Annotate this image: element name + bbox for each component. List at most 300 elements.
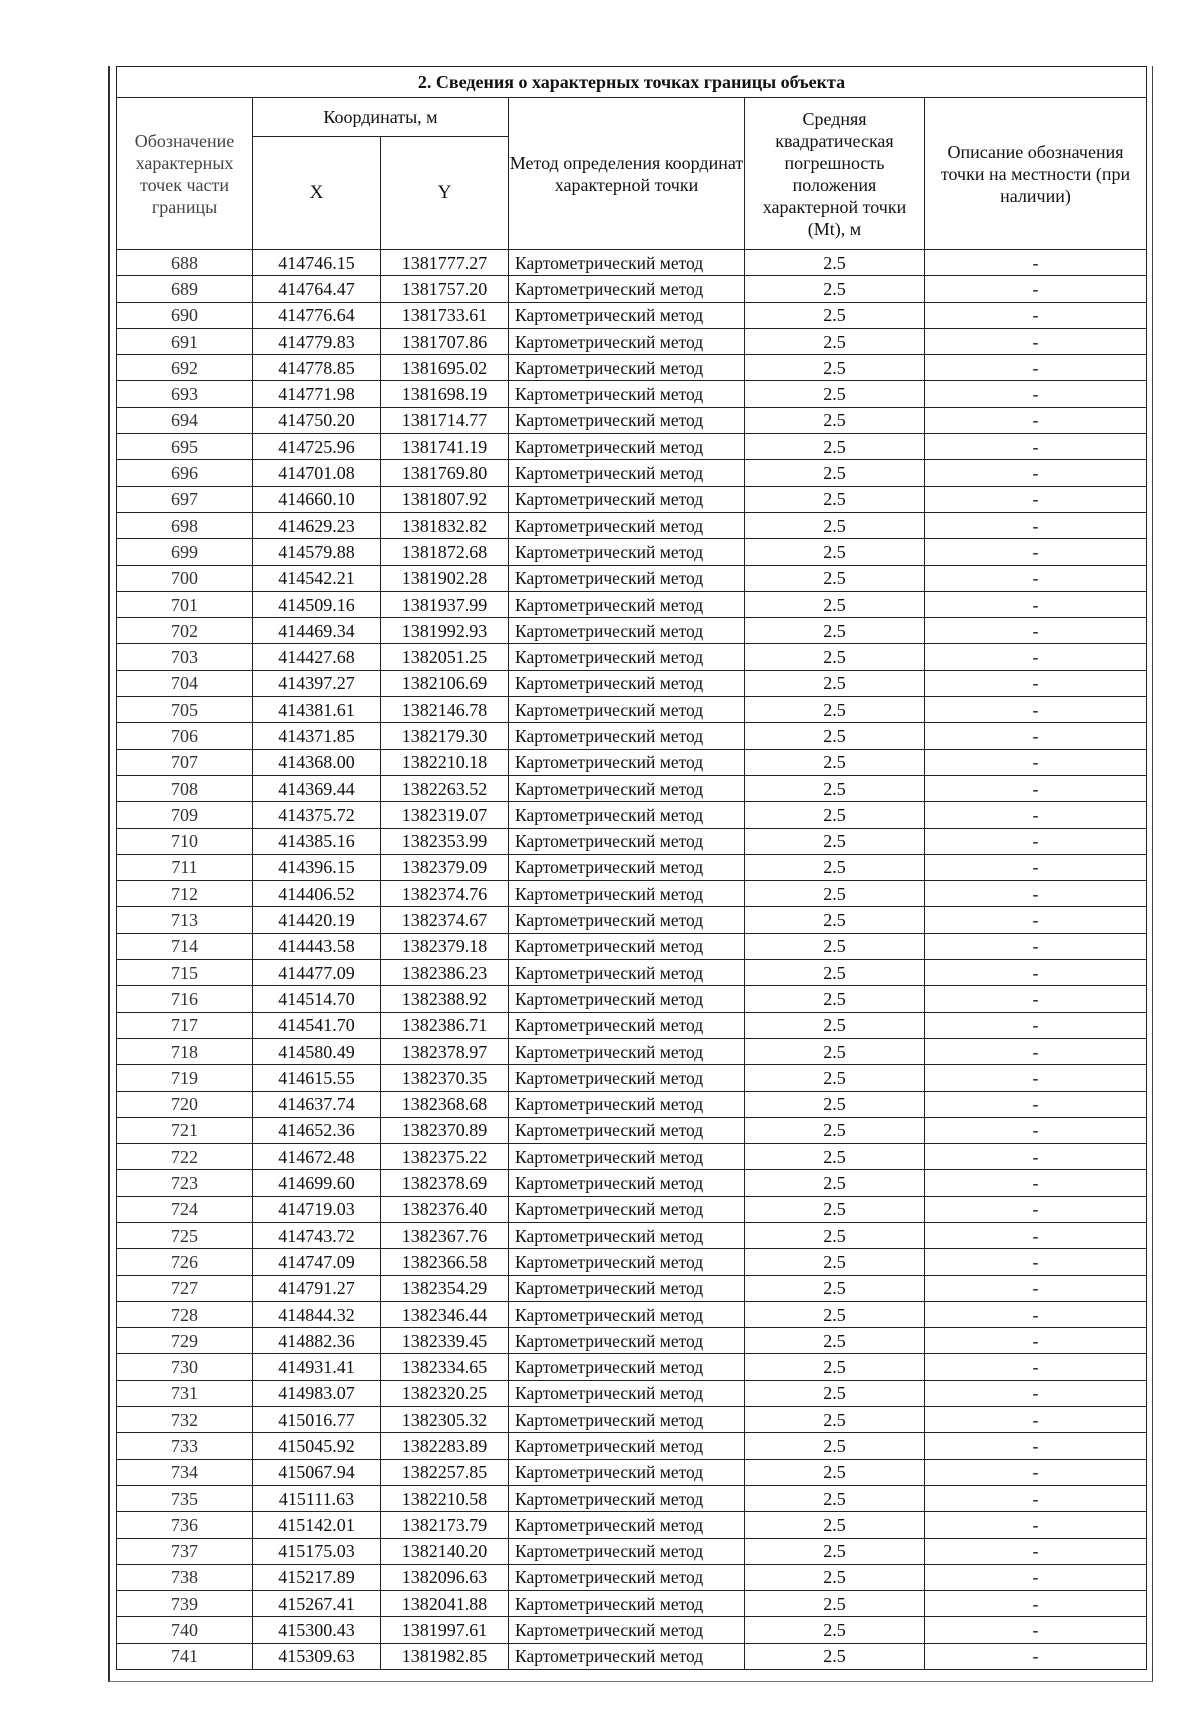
accuracy-cell: 2.5 (745, 749, 925, 775)
accuracy-cell: 2.5 (745, 697, 925, 723)
x-coordinate-cell: 414764.47 (253, 276, 381, 302)
accuracy-cell: 2.5 (745, 1328, 925, 1354)
x-coordinate-cell: 415309.63 (253, 1643, 381, 1669)
x-coordinate-cell: 414542.21 (253, 565, 381, 591)
y-coordinate-cell: 1382388.92 (381, 986, 509, 1012)
x-coordinate-cell: 414750.20 (253, 407, 381, 433)
x-coordinate-cell: 414381.61 (253, 697, 381, 723)
accuracy-cell: 2.5 (745, 355, 925, 381)
point-id-cell: 741 (117, 1643, 253, 1669)
point-id-cell: 704 (117, 670, 253, 696)
y-coordinate-cell: 1382374.67 (381, 907, 509, 933)
y-coordinate-cell: 1381714.77 (381, 407, 509, 433)
table-row (117, 276, 1147, 302)
accuracy-cell: 2.5 (745, 1485, 925, 1511)
y-coordinate-cell: 1382210.58 (381, 1485, 509, 1511)
point-id-cell: 693 (117, 381, 253, 407)
x-coordinate-cell: 414509.16 (253, 591, 381, 617)
method-cell: Картометрический метод (509, 1328, 745, 1354)
accuracy-cell: 2.5 (745, 1275, 925, 1301)
method-cell: Картометрический метод (509, 854, 745, 880)
description-cell: - (925, 1301, 1147, 1327)
description-cell: - (925, 960, 1147, 986)
x-coordinate-cell: 414629.23 (253, 512, 381, 538)
table-row (117, 1144, 1147, 1170)
method-cell: Картометрический метод (509, 276, 745, 302)
accuracy-cell: 2.5 (745, 302, 925, 328)
table-row (117, 1512, 1147, 1538)
method-cell: Картометрический метод (509, 1485, 745, 1511)
point-id-cell: 723 (117, 1170, 253, 1196)
y-coordinate-cell: 1382210.18 (381, 749, 509, 775)
accuracy-cell: 2.5 (745, 1012, 925, 1038)
point-id-cell: 719 (117, 1065, 253, 1091)
table-row (117, 775, 1147, 801)
accuracy-cell: 2.5 (745, 381, 925, 407)
y-coordinate-cell: 1382386.23 (381, 960, 509, 986)
description-cell: - (925, 1512, 1147, 1538)
accuracy-cell: 2.5 (745, 644, 925, 670)
x-coordinate-cell: 414420.19 (253, 907, 381, 933)
description-cell: - (925, 1170, 1147, 1196)
table-row (117, 1459, 1147, 1485)
accuracy-cell: 2.5 (745, 670, 925, 696)
point-id-cell: 717 (117, 1012, 253, 1038)
x-coordinate-cell: 414477.09 (253, 960, 381, 986)
accuracy-cell: 2.5 (745, 1643, 925, 1669)
table-row (117, 1485, 1147, 1511)
point-id-cell: 720 (117, 1091, 253, 1117)
accuracy-cell: 2.5 (745, 565, 925, 591)
accuracy-cell: 2.5 (745, 1433, 925, 1459)
description-cell: - (925, 1407, 1147, 1433)
accuracy-cell: 2.5 (745, 828, 925, 854)
y-coordinate-cell: 1382140.20 (381, 1538, 509, 1564)
y-coordinate-cell: 1382339.45 (381, 1328, 509, 1354)
description-cell: - (925, 328, 1147, 354)
method-cell: Картометрический метод (509, 1591, 745, 1617)
description-cell: - (925, 1328, 1147, 1354)
point-id-cell: 716 (117, 986, 253, 1012)
x-coordinate-cell: 414580.49 (253, 1038, 381, 1064)
method-cell: Картометрический метод (509, 486, 745, 512)
table-row (117, 986, 1147, 1012)
y-coordinate-cell: 1382096.63 (381, 1564, 509, 1590)
point-id-cell: 692 (117, 355, 253, 381)
method-cell: Картометрический метод (509, 1538, 745, 1564)
x-coordinate-cell: 414541.70 (253, 1012, 381, 1038)
y-coordinate-cell: 1381807.92 (381, 486, 509, 512)
y-coordinate-cell: 1381832.82 (381, 512, 509, 538)
table-row (117, 1275, 1147, 1301)
y-coordinate-cell: 1382370.35 (381, 1065, 509, 1091)
x-coordinate-cell: 414983.07 (253, 1380, 381, 1406)
x-coordinate-cell: 414771.98 (253, 381, 381, 407)
point-id-cell: 696 (117, 460, 253, 486)
description-cell: - (925, 1538, 1147, 1564)
point-id-cell: 706 (117, 723, 253, 749)
point-id-cell: 718 (117, 1038, 253, 1064)
y-coordinate-cell: 1381769.80 (381, 460, 509, 486)
accuracy-cell: 2.5 (745, 1117, 925, 1143)
method-cell: Картометрический метод (509, 565, 745, 591)
method-cell: Картометрический метод (509, 512, 745, 538)
accuracy-cell: 2.5 (745, 460, 925, 486)
point-id-cell: 726 (117, 1249, 253, 1275)
x-coordinate-cell: 414882.36 (253, 1328, 381, 1354)
point-id-cell: 730 (117, 1354, 253, 1380)
x-coordinate-cell: 414660.10 (253, 486, 381, 512)
x-coordinate-cell: 414406.52 (253, 881, 381, 907)
point-id-cell: 710 (117, 828, 253, 854)
table-row (117, 1065, 1147, 1091)
table-row (117, 460, 1147, 486)
point-id-cell: 715 (117, 960, 253, 986)
description-cell: - (925, 1459, 1147, 1485)
description-cell: - (925, 407, 1147, 433)
description-cell: - (925, 854, 1147, 880)
accuracy-cell: 2.5 (745, 539, 925, 565)
accuracy-cell: 2.5 (745, 512, 925, 538)
y-coordinate-cell: 1382378.69 (381, 1170, 509, 1196)
point-id-cell: 694 (117, 407, 253, 433)
x-coordinate-cell: 414579.88 (253, 539, 381, 565)
description-cell: - (925, 512, 1147, 538)
y-coordinate-cell: 1382386.71 (381, 1012, 509, 1038)
y-coordinate-cell: 1381992.93 (381, 618, 509, 644)
method-cell: Картометрический метод (509, 986, 745, 1012)
accuracy-cell: 2.5 (745, 907, 925, 933)
accuracy-cell: 2.5 (745, 854, 925, 880)
table-row (117, 802, 1147, 828)
description-cell: - (925, 749, 1147, 775)
table-row (117, 960, 1147, 986)
table-row (117, 933, 1147, 959)
y-coordinate-cell: 1381707.86 (381, 328, 509, 354)
description-cell: - (925, 276, 1147, 302)
table-row (117, 1170, 1147, 1196)
accuracy-cell: 2.5 (745, 1591, 925, 1617)
method-cell: Картометрический метод (509, 802, 745, 828)
method-cell: Картометрический метод (509, 933, 745, 959)
accuracy-cell: 2.5 (745, 1407, 925, 1433)
accuracy-cell: 2.5 (745, 775, 925, 801)
x-coordinate-cell: 414778.85 (253, 355, 381, 381)
accuracy-cell: 2.5 (745, 1564, 925, 1590)
x-coordinate-cell: 414375.72 (253, 802, 381, 828)
y-coordinate-cell: 1382319.07 (381, 802, 509, 828)
header-accuracy: Средняя квадратическая погрешность положения характерной точки (Mt), м (745, 98, 925, 250)
point-id-cell: 722 (117, 1144, 253, 1170)
x-coordinate-cell: 414637.74 (253, 1091, 381, 1117)
description-cell: - (925, 618, 1147, 644)
point-id-cell: 724 (117, 1196, 253, 1222)
description-cell: - (925, 1091, 1147, 1117)
x-coordinate-cell: 414652.36 (253, 1117, 381, 1143)
y-coordinate-cell: 1381741.19 (381, 434, 509, 460)
description-cell: - (925, 1249, 1147, 1275)
x-coordinate-cell: 414791.27 (253, 1275, 381, 1301)
point-id-cell: 736 (117, 1512, 253, 1538)
point-id-cell: 721 (117, 1117, 253, 1143)
point-id-cell: 688 (117, 250, 253, 276)
description-cell: - (925, 802, 1147, 828)
method-cell: Картометрический метод (509, 591, 745, 617)
description-cell: - (925, 1065, 1147, 1091)
table-row (117, 1196, 1147, 1222)
y-coordinate-cell: 1381982.85 (381, 1643, 509, 1669)
point-id-cell: 738 (117, 1564, 253, 1590)
table-row (117, 486, 1147, 512)
y-coordinate-cell: 1382334.65 (381, 1354, 509, 1380)
x-coordinate-cell: 414746.15 (253, 250, 381, 276)
accuracy-cell: 2.5 (745, 723, 925, 749)
table-row (117, 1117, 1147, 1143)
description-cell: - (925, 1380, 1147, 1406)
x-coordinate-cell: 415217.89 (253, 1564, 381, 1590)
point-id-cell: 739 (117, 1591, 253, 1617)
method-cell: Картометрический метод (509, 434, 745, 460)
y-coordinate-cell: 1382051.25 (381, 644, 509, 670)
table-row (117, 749, 1147, 775)
y-coordinate-cell: 1381937.99 (381, 591, 509, 617)
accuracy-cell: 2.5 (745, 1512, 925, 1538)
description-cell: - (925, 486, 1147, 512)
point-id-cell: 735 (117, 1485, 253, 1511)
description-cell: - (925, 1275, 1147, 1301)
accuracy-cell: 2.5 (745, 1091, 925, 1117)
accuracy-cell: 2.5 (745, 1038, 925, 1064)
accuracy-cell: 2.5 (745, 1249, 925, 1275)
description-cell: - (925, 434, 1147, 460)
x-coordinate-cell: 414514.70 (253, 986, 381, 1012)
y-coordinate-cell: 1382366.58 (381, 1249, 509, 1275)
x-coordinate-cell: 414369.44 (253, 775, 381, 801)
point-id-cell: 737 (117, 1538, 253, 1564)
x-coordinate-cell: 414699.60 (253, 1170, 381, 1196)
y-coordinate-cell: 1381733.61 (381, 302, 509, 328)
method-cell: Картометрический метод (509, 1354, 745, 1380)
y-coordinate-cell: 1381997.61 (381, 1617, 509, 1643)
x-coordinate-cell: 415067.94 (253, 1459, 381, 1485)
x-coordinate-cell: 414385.16 (253, 828, 381, 854)
method-cell: Картометрический метод (509, 881, 745, 907)
y-coordinate-cell: 1382320.25 (381, 1380, 509, 1406)
method-cell: Картометрический метод (509, 355, 745, 381)
point-id-cell: 725 (117, 1222, 253, 1248)
point-id-cell: 707 (117, 749, 253, 775)
x-coordinate-cell: 414776.64 (253, 302, 381, 328)
description-cell: - (925, 381, 1147, 407)
x-coordinate-cell: 414747.09 (253, 1249, 381, 1275)
point-id-cell: 695 (117, 434, 253, 460)
description-cell: - (925, 1643, 1147, 1669)
x-coordinate-cell: 414719.03 (253, 1196, 381, 1222)
header-description: Описание обозначения точки на местности (при наличии) (925, 98, 1147, 250)
x-coordinate-cell: 414469.34 (253, 618, 381, 644)
point-id-cell: 691 (117, 328, 253, 354)
method-cell: Картометрический метод (509, 407, 745, 433)
table-row (117, 1012, 1147, 1038)
point-id-cell: 700 (117, 565, 253, 591)
header-y: Y (381, 137, 509, 250)
description-cell: - (925, 1591, 1147, 1617)
description-cell: - (925, 539, 1147, 565)
method-cell: Картометрический метод (509, 1380, 745, 1406)
y-coordinate-cell: 1382173.79 (381, 1512, 509, 1538)
x-coordinate-cell: 415111.63 (253, 1485, 381, 1511)
method-cell: Картометрический метод (509, 1407, 745, 1433)
x-coordinate-cell: 415267.41 (253, 1591, 381, 1617)
characteristic-points-table (116, 66, 1147, 1670)
table-row (117, 697, 1147, 723)
y-coordinate-cell: 1382368.68 (381, 1091, 509, 1117)
description-cell: - (925, 565, 1147, 591)
table-row (117, 854, 1147, 880)
method-cell: Картометрический метод (509, 1091, 745, 1117)
table-row (117, 907, 1147, 933)
header-method: Метод определения координат характерной точки (509, 98, 745, 250)
description-cell: - (925, 1354, 1147, 1380)
y-coordinate-cell: 1381757.20 (381, 276, 509, 302)
y-coordinate-cell: 1382376.40 (381, 1196, 509, 1222)
accuracy-cell: 2.5 (745, 1459, 925, 1485)
point-id-cell: 703 (117, 644, 253, 670)
x-coordinate-cell: 414743.72 (253, 1222, 381, 1248)
accuracy-cell: 2.5 (745, 434, 925, 460)
table-row (117, 1301, 1147, 1327)
method-cell: Картометрический метод (509, 1275, 745, 1301)
x-coordinate-cell: 414725.96 (253, 434, 381, 460)
description-cell: - (925, 881, 1147, 907)
x-coordinate-cell: 414672.48 (253, 1144, 381, 1170)
method-cell: Картометрический метод (509, 1222, 745, 1248)
accuracy-cell: 2.5 (745, 591, 925, 617)
method-cell: Картометрический метод (509, 460, 745, 486)
description-cell: - (925, 933, 1147, 959)
point-id-cell: 713 (117, 907, 253, 933)
description-cell: - (925, 591, 1147, 617)
table-row (117, 381, 1147, 407)
point-id-cell: 734 (117, 1459, 253, 1485)
x-coordinate-cell: 415016.77 (253, 1407, 381, 1433)
description-cell: - (925, 1222, 1147, 1248)
x-coordinate-cell: 414397.27 (253, 670, 381, 696)
method-cell: Картометрический метод (509, 250, 745, 276)
table-row (117, 565, 1147, 591)
header-point-id: Обозначение характерных точек части границы (117, 98, 253, 250)
y-coordinate-cell: 1382346.44 (381, 1301, 509, 1327)
table-row (117, 1433, 1147, 1459)
accuracy-cell: 2.5 (745, 328, 925, 354)
method-cell: Картометрический метод (509, 907, 745, 933)
point-id-cell: 708 (117, 775, 253, 801)
description-cell: - (925, 907, 1147, 933)
y-coordinate-cell: 1381695.02 (381, 355, 509, 381)
method-cell: Картометрический метод (509, 960, 745, 986)
y-coordinate-cell: 1382263.52 (381, 775, 509, 801)
method-cell: Картометрический метод (509, 1117, 745, 1143)
method-cell: Картометрический метод (509, 381, 745, 407)
x-coordinate-cell: 414368.00 (253, 749, 381, 775)
point-id-cell: 699 (117, 539, 253, 565)
accuracy-cell: 2.5 (745, 618, 925, 644)
method-cell: Картометрический метод (509, 697, 745, 723)
method-cell: Картометрический метод (509, 644, 745, 670)
method-cell: Картометрический метод (509, 618, 745, 644)
method-cell: Картометрический метод (509, 1512, 745, 1538)
y-coordinate-cell: 1381902.28 (381, 565, 509, 591)
description-cell: - (925, 1564, 1147, 1590)
y-coordinate-cell: 1382106.69 (381, 670, 509, 696)
point-id-cell: 701 (117, 591, 253, 617)
description-cell: - (925, 250, 1147, 276)
accuracy-cell: 2.5 (745, 1196, 925, 1222)
y-coordinate-cell: 1382370.89 (381, 1117, 509, 1143)
x-coordinate-cell: 414371.85 (253, 723, 381, 749)
y-coordinate-cell: 1382305.32 (381, 1407, 509, 1433)
table-row (117, 828, 1147, 854)
point-id-cell: 690 (117, 302, 253, 328)
table-row (117, 1564, 1147, 1590)
x-coordinate-cell: 414615.55 (253, 1065, 381, 1091)
y-coordinate-cell: 1382354.29 (381, 1275, 509, 1301)
y-coordinate-cell: 1382041.88 (381, 1591, 509, 1617)
point-id-cell: 728 (117, 1301, 253, 1327)
accuracy-cell: 2.5 (745, 1222, 925, 1248)
accuracy-cell: 2.5 (745, 960, 925, 986)
method-cell: Картометрический метод (509, 723, 745, 749)
point-id-cell: 731 (117, 1380, 253, 1406)
method-cell: Картометрический метод (509, 328, 745, 354)
description-cell: - (925, 644, 1147, 670)
description-cell: - (925, 1012, 1147, 1038)
accuracy-cell: 2.5 (745, 1380, 925, 1406)
accuracy-cell: 2.5 (745, 933, 925, 959)
table-row (117, 644, 1147, 670)
method-cell: Картометрический метод (509, 1617, 745, 1643)
method-cell: Картометрический метод (509, 1196, 745, 1222)
table-row (117, 1617, 1147, 1643)
table-row (117, 1643, 1147, 1669)
y-coordinate-cell: 1382378.97 (381, 1038, 509, 1064)
accuracy-cell: 2.5 (745, 802, 925, 828)
y-coordinate-cell: 1382374.76 (381, 881, 509, 907)
x-coordinate-cell: 414844.32 (253, 1301, 381, 1327)
description-cell: - (925, 723, 1147, 749)
accuracy-cell: 2.5 (745, 1538, 925, 1564)
description-cell: - (925, 828, 1147, 854)
table-row (117, 1354, 1147, 1380)
description-cell: - (925, 1433, 1147, 1459)
description-cell: - (925, 1144, 1147, 1170)
point-id-cell: 709 (117, 802, 253, 828)
accuracy-cell: 2.5 (745, 276, 925, 302)
table-row (117, 1538, 1147, 1564)
description-cell: - (925, 460, 1147, 486)
method-cell: Картометрический метод (509, 1170, 745, 1196)
header-x: X (253, 137, 381, 250)
y-coordinate-cell: 1381698.19 (381, 381, 509, 407)
x-coordinate-cell: 414427.68 (253, 644, 381, 670)
table-row (117, 1328, 1147, 1354)
accuracy-cell: 2.5 (745, 407, 925, 433)
x-coordinate-cell: 414701.08 (253, 460, 381, 486)
method-cell: Картометрический метод (509, 1249, 745, 1275)
accuracy-cell: 2.5 (745, 1354, 925, 1380)
method-cell: Картометрический метод (509, 1065, 745, 1091)
x-coordinate-cell: 414443.58 (253, 933, 381, 959)
